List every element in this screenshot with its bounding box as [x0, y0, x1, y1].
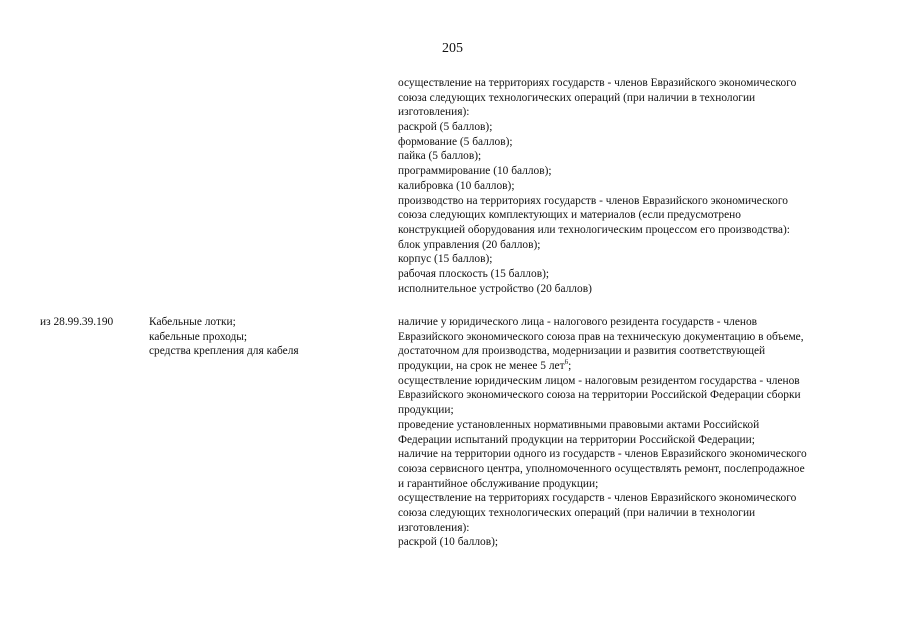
requirement-line: корпус (15 баллов);	[398, 253, 493, 266]
continued-requirements-block	[398, 76, 796, 296]
requirement-line: изготовления):	[398, 521, 470, 534]
requirement-line: раскрой (10 баллов);	[398, 536, 499, 549]
requirement-line: рабочая плоскость (15 баллов);	[398, 267, 550, 280]
requirement-line: раскрой (5 баллов);	[398, 121, 493, 134]
requirement-text: продукции, на срок не менее 5 лет	[398, 360, 565, 373]
product-name-line: средства крепления для кабеля	[149, 345, 299, 358]
requirement-line: продукции;	[398, 404, 454, 417]
product-name-line: Кабельные лотки;	[149, 316, 236, 328]
requirement-line: наличие у юридического лица - налогового резидента государств - членов	[398, 316, 758, 328]
requirement-line: исполнительное устройство (20 баллов)	[398, 282, 592, 295]
product-code	[40, 315, 113, 330]
footnote-mark[interactable]: 6	[564, 358, 569, 367]
requirement-line: союза следующих технологических операций (при наличии в технологии	[398, 506, 756, 519]
requirement-line: осуществление юридическим лицом - налоговым резидентом государства - членов	[398, 374, 800, 387]
requirement-line: Евразийского экономического союза прав на техническую документацию в объеме,	[398, 330, 804, 343]
requirement-line: Федерации испытаний продукции на территории Российской Федерации;	[398, 433, 755, 446]
requirement-line: проведение установленных нормативными правовыми актами Российской	[398, 418, 760, 431]
requirement-text-tail: ;	[568, 360, 572, 373]
product-requirements	[398, 315, 807, 550]
requirement-line: союза следующих технологических операций (при наличии в технологии	[398, 91, 756, 104]
requirement-line: осуществление на территориях государств - членов Евразийского экономического	[398, 492, 797, 505]
requirement-line: программирование (10 баллов);	[398, 165, 552, 178]
requirement-line: наличие на территории одного из государств - членов Евразийского экономического	[398, 448, 807, 461]
requirement-line: и гарантийное обслуживание продукции;	[398, 477, 599, 490]
requirement-line: блок управления (20 баллов);	[398, 238, 541, 251]
requirement-line: калибровка (10 баллов);	[398, 179, 515, 192]
requirement-line: изготовления):	[398, 106, 470, 119]
requirement-line: Евразийского экономического союза на территории Российской Федерации сборки	[398, 389, 801, 402]
product-code-text: из 28.99.39.190	[40, 316, 114, 328]
product-name	[149, 315, 299, 359]
requirement-line: производство на территориях государств - членов Евразийского экономического	[398, 194, 788, 207]
requirement-line: формование (5 баллов);	[398, 135, 513, 148]
product-name-line: кабельные проходы;	[149, 330, 248, 343]
requirement-line: пайка (5 баллов);	[398, 150, 482, 163]
page-number: 205	[442, 41, 463, 56]
requirement-line: союза следующих комплектующих и материалов (если предусмотрено	[398, 209, 741, 222]
requirement-line: конструкцией оборудования или технологическим процессом его производства):	[398, 223, 790, 236]
requirement-line: достаточном для производства, модернизации и развития соответствующей	[398, 345, 766, 358]
requirement-line: осуществление на территориях государств - членов Евразийского экономического	[398, 77, 797, 89]
requirement-line: союза сервисного центра, уполномоченного осуществлять ремонт, послепродажное	[398, 462, 805, 475]
requirement-line-with-footnote	[398, 359, 807, 374]
